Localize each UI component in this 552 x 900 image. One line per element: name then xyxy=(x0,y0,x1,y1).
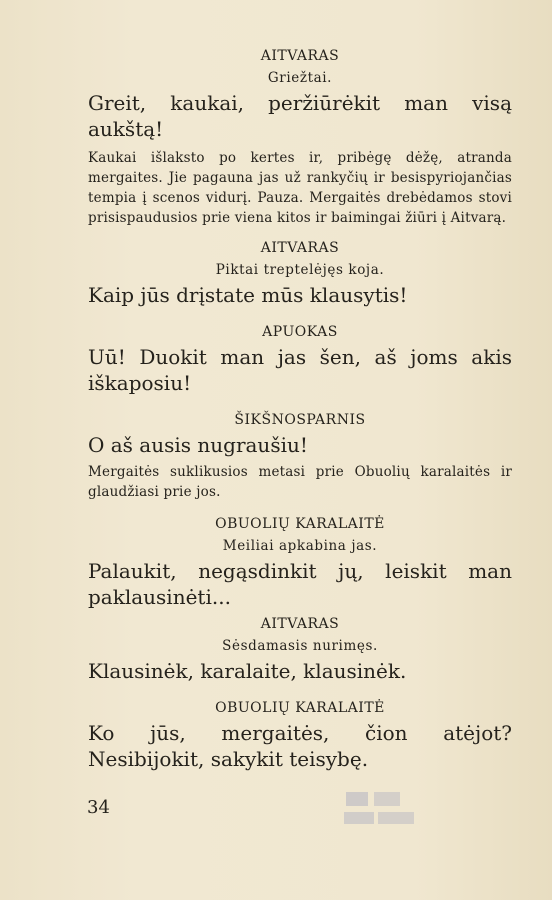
speaker-name: OBUOLIŲ KARALAITĖ xyxy=(215,516,385,532)
page-number: 34 xyxy=(87,797,110,818)
speaker-name: AITVARAS xyxy=(260,48,340,64)
speaker-name: AITVARAS xyxy=(260,240,340,256)
speech-line: Palaukit, negąsdinkit jų, leiskit man paklausinėti... xyxy=(88,559,512,609)
library-stamp-mark xyxy=(342,786,420,832)
stage-remark: Piktai treptelėjęs koja. xyxy=(215,262,385,278)
speech-line: Klausinėk, karalaite, klausinėk. xyxy=(88,659,407,683)
speech-line: O aš ausis nugraušiu! xyxy=(88,433,308,457)
speech-line: Ko jūs, mergaitės, čion atėjot? Nesibijokit, sakykit teisybę. xyxy=(88,721,512,771)
speaker-name: OBUOLIŲ KARALAITĖ xyxy=(215,700,385,716)
stage-direction: Kaukai išlaksto po kertes ir, pribėgę dėžę, atranda mergaites. Jie pagauna jas už rankyčių ir besispyriojančias tempia į scenos vidurį. Pauza. Mergaitės drebėdamos stovi prisispaudusios prie viena kitos ir baimingai žiūri į Aitvarą. xyxy=(88,150,512,226)
stage-remark: Sėsdamasis nurimęs. xyxy=(222,638,378,654)
speech-line: Kaip jūs drįstate mūs klausytis! xyxy=(88,283,408,307)
stage-remark: Griežtai. xyxy=(267,70,333,86)
speaker-name: AITVARAS xyxy=(260,616,340,632)
stage-remark: Meiliai apkabina jas. xyxy=(222,538,378,554)
stage-direction: Mergaitės suklikusios metasi prie Obuolių karalaitės ir glaudžiasi prie jos. xyxy=(88,464,512,500)
play-text xyxy=(88,46,512,772)
speaker-name: ŠIKŠNOSPARNIS xyxy=(234,412,366,428)
speaker-name: APUOKAS xyxy=(262,324,338,340)
speech-line: Greit, kaukai, peržiūrėkit man visą aukštą! xyxy=(88,91,512,141)
speech-line: Uū! Duokit man jas šen, aš joms akis iškaposiu! xyxy=(88,345,512,395)
